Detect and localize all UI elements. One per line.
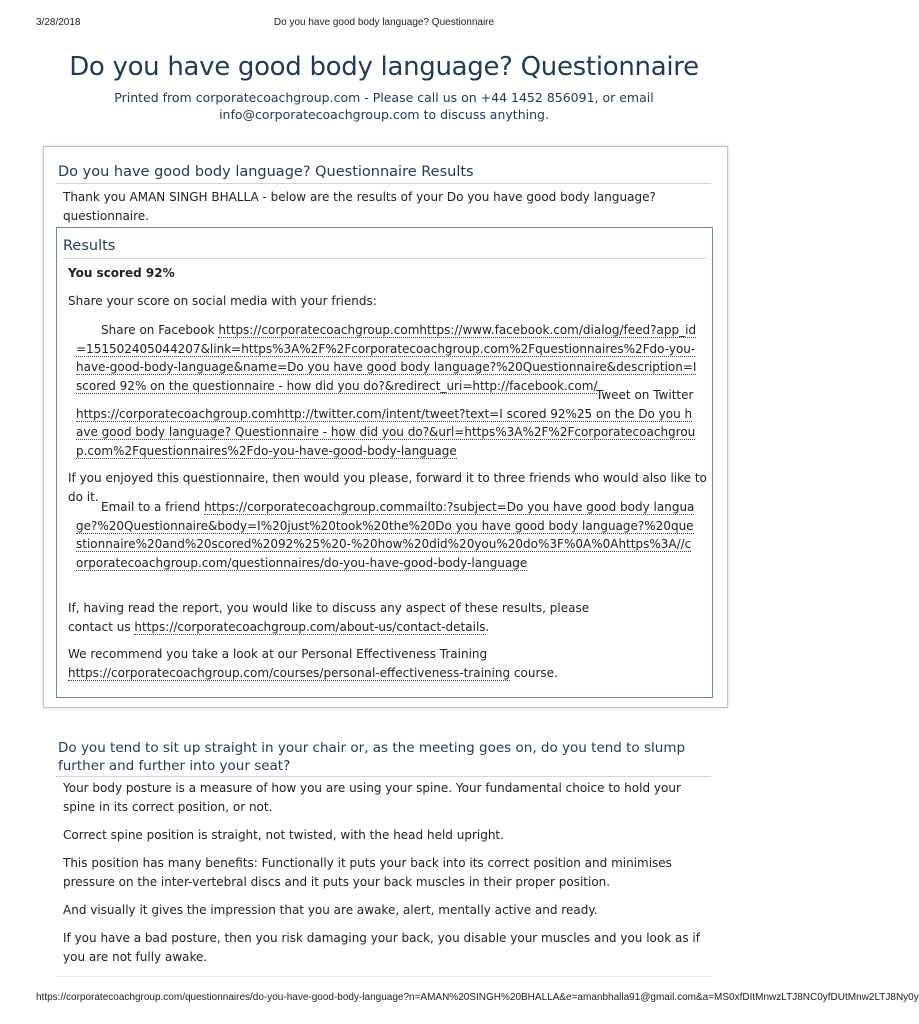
results-divider xyxy=(63,258,706,259)
question-paragraph-3: This position has many benefits: Functionally it puts your back into its correct position and minimises pressure on the inter-vertebral discs and it puts your back muscles in their proper position. xyxy=(63,856,672,889)
facebook-share-link[interactable]: https://corporatecoachgroup.comhttps://www.facebook.com/dialog/feed?app_id=151502405044207&link=https%3A%2F%2Fcorporatecoachgroup.com%2Fquestionnaires%2Fdo-you-have-good-body-language&name=Do you have good body language?%20Questionnaire&description=I scored 92% on the questionnaire - how did you do?&redirect_uri=http://facebook.com/ xyxy=(76,323,697,393)
results-section-heading: Do you have good body language? Questionnaire Results xyxy=(58,164,474,180)
question-heading: Do you tend to sit up straight in your chair or, as the meeting goes on, do you tend to slump further and further into your seat? xyxy=(58,740,686,774)
share-prompt: Share your score on social media with your friends: xyxy=(68,294,377,308)
recommend-suffix: course. xyxy=(513,665,558,680)
recommend-text xyxy=(68,645,628,682)
contact-link[interactable]: https://corporatecoachgroup.com/about-us/contact-details xyxy=(134,619,486,634)
email-share[interactable] xyxy=(76,498,698,572)
forward-text: If you enjoyed this questionnaire, then would you please, forward it to three friends who would also like to do it. xyxy=(68,471,707,504)
training-link[interactable]: https://corporatecoachgroup.com/courses/personal-effectiveness-training xyxy=(68,665,511,680)
print-date: 3/28/2018 xyxy=(36,17,81,28)
question-paragraph-4: And visually it gives the impression that you are awake, alert, mentally active and ready. xyxy=(63,903,598,917)
facebook-share-label: Share on Facebook xyxy=(101,323,215,337)
recommend-label: We recommend you take a look at our Personal Effectiveness Training xyxy=(68,647,488,661)
facebook-share[interactable] xyxy=(76,321,698,395)
print-header xyxy=(36,17,732,33)
discuss-text: If, having read the report, you would like to discuss any aspect of these results, please contact us https://corporatecoachgroup.com/about-us/contact-details. xyxy=(68,601,590,634)
bottom-divider xyxy=(56,976,711,977)
discuss-label: If, having read the report, you would like to discuss any aspect of these results, please contact us xyxy=(68,601,590,634)
question-divider xyxy=(56,776,711,777)
question-paragraph-5: If you have a bad posture, then you risk damaging your back, you disable your muscles and you look as if you are not fully awake. xyxy=(63,931,700,964)
print-title: Do you have good body language? Questionnaire xyxy=(273,17,495,28)
twitter-share[interactable] xyxy=(76,386,698,460)
question-paragraph-2: Correct spine position is straight, not twisted, with the head held upright. xyxy=(63,828,504,842)
twitter-share-link[interactable]: https://corporatecoachgroup.comhttp://twitter.com/intent/tweet?text=I scored 92%25 on the Do you have good body language? Questionnaire - how did you do?&url=https%3A%2F%2Fcorporatecoachgroup.com%2Fquestionnaires%2Fdo-you-have-good-body-language xyxy=(76,406,696,458)
heading-divider xyxy=(56,183,711,184)
page-title: Do you have good body language? Questionnaire xyxy=(69,52,699,82)
question-paragraph-1: Your body posture is a measure of how you are using your spine. Your fundamental choice to hold your spine in its correct position, or not. xyxy=(63,781,681,814)
footer-url: https://corporatecoachgroup.com/questionnaires/do-you-have-good-body-language?n=AMAN%20SINGH%20BHALLA&e=amanbhalla91@gmail.com&a=MS0xfDItMnwzLTJ8NC0yfDUtMnw2LTJ8Ny0y xyxy=(36,992,919,1003)
results-heading: Results xyxy=(63,238,116,254)
score-text: You scored 92% xyxy=(68,266,175,280)
email-share-link[interactable]: https://corporatecoachgroup.commailto:?subject=Do you have good body language?%20Questionnaire&body=I%20just%20took%20the%20Do you have good body language?%20questionnaire%20and%20scored%2092%25%20-%20how%20did%20you%20do%3F%0A%0Ahttps%3A//corporatecoachgroup.com/questionnaires/do-you-have-good-body-language xyxy=(76,500,695,570)
email-share-label: Email to a friend xyxy=(101,500,201,514)
page-subtitle: Printed from corporatecoachgroup.com - Please call us on +44 1452 856091, or email info@corporatecoachgroup.com to discuss anything. xyxy=(114,90,654,122)
twitter-share-label: Tweet on Twitter xyxy=(596,388,694,402)
thank-you-text: Thank you AMAN SINGH BHALLA - below are the results of your Do you have good body language? questionnaire. xyxy=(63,190,656,223)
